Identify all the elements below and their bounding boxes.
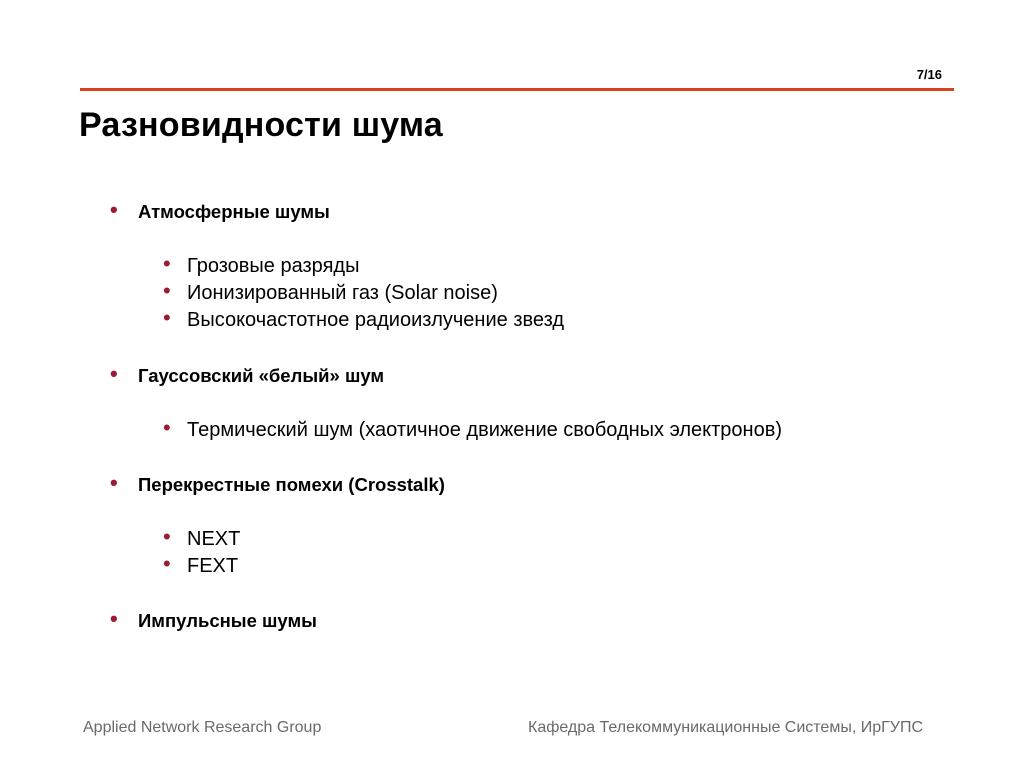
bullet-icon: •: [110, 197, 118, 222]
bullet-icon: •: [163, 551, 171, 576]
sub-item-fext: [163, 551, 239, 578]
sub-item-text: Грозовые разряды: [187, 255, 360, 277]
section-heading-text: Перекрестные помехи (Crosstalk): [138, 474, 445, 495]
bullet-icon: •: [110, 470, 118, 495]
section-heading-gaussian: [110, 361, 385, 388]
sub-item-lightning: [163, 251, 360, 278]
sub-item-text: Высокочастотное радиоизлучение звезд: [187, 309, 564, 331]
sub-item-star-radio: [163, 305, 564, 332]
bullet-icon: •: [163, 524, 171, 549]
bullet-icon: •: [163, 278, 171, 303]
section-heading-text: Атмосферные шумы: [138, 201, 330, 222]
slide-title: Разновидности шума: [79, 106, 443, 144]
sub-item-text: FEXT: [187, 555, 239, 577]
page-number: 7/16: [916, 67, 942, 82]
sub-item-next: [163, 524, 241, 551]
section-heading-text: Гауссовский «белый» шум: [138, 365, 385, 386]
bullet-icon: •: [163, 251, 171, 276]
bullet-icon: •: [110, 361, 118, 386]
sub-item-ionized-gas: [163, 278, 498, 305]
bullet-icon: •: [163, 305, 171, 330]
section-heading-text: Импульсные шумы: [138, 610, 317, 631]
sub-item-text: Термический шум (хаотичное движение свободных электронов): [187, 419, 782, 441]
sub-item-text: Ионизированный газ (Solar noise): [187, 282, 498, 304]
section-heading-atmospheric: [110, 197, 330, 224]
footer-right: Кафедра Телекоммуникационные Системы, ИрГУПС: [528, 719, 923, 736]
bullet-icon: •: [163, 415, 171, 440]
section-heading-crosstalk: [110, 470, 445, 497]
bullet-icon: •: [110, 606, 118, 631]
footer-left: Applied Network Research Group: [83, 719, 322, 736]
sub-item-thermal: [163, 415, 782, 442]
section-heading-impulse: [110, 606, 317, 633]
sub-item-text: NEXT: [187, 528, 241, 550]
